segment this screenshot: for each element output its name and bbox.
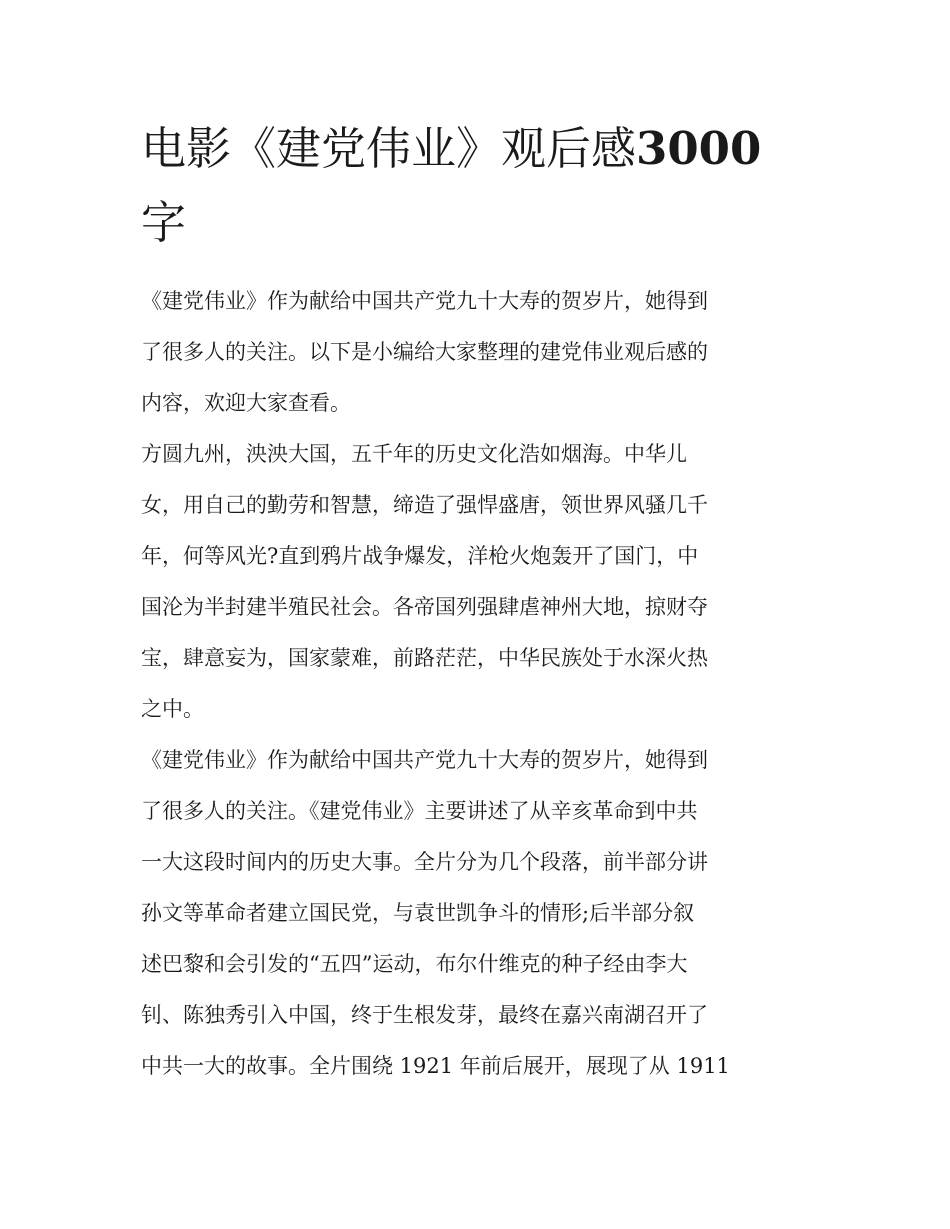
title-number: 3000 bbox=[636, 122, 762, 175]
document-title bbox=[141, 112, 821, 260]
title-end: 字 bbox=[141, 196, 187, 249]
text-line: 钊、陈独秀引入中国，终于生根发芽，最终在嘉兴南湖召开了 bbox=[141, 1003, 708, 1027]
text-line: 方圆九州，泱泱大国，五千年的历史文化浩如烟海。中华儿 bbox=[141, 442, 687, 466]
text-line: 之中。 bbox=[141, 697, 204, 721]
text-line: 国沦为半封建半殖民社会。各帝国列强肆虐神州大地，掠财夺 bbox=[141, 595, 708, 619]
title-main: 电影《建党伟业》观后感 bbox=[141, 122, 637, 175]
text-line: 内容，欢迎大家查看。 bbox=[141, 391, 351, 415]
text-line: 孙文等革命者建立国民党，与袁世凯争斗的情形;后半部分叙 bbox=[141, 901, 695, 925]
text-line: 了很多人的关注。以下是小编给大家整理的建党伟业观后感的 bbox=[141, 340, 708, 364]
text-line: 中共一大的故事。全片围绕 1921 年前后展开，展现了从 1911 bbox=[141, 1054, 730, 1078]
text-line: 一大这段时间内的历史大事。全片分为几个段落，前半部分讲 bbox=[141, 850, 708, 874]
paragraph-film-summary bbox=[141, 735, 821, 1092]
text-line: 宝，肆意妄为，国家蒙难，前路茫茫，中华民族处于水深火热 bbox=[141, 646, 708, 670]
paragraph-history bbox=[141, 429, 821, 735]
text-line: 《建党伟业》作为献给中国共产党九十大寿的贺岁片，她得到 bbox=[141, 748, 708, 772]
paragraph-intro bbox=[141, 276, 821, 429]
document-body bbox=[141, 276, 821, 1092]
text-line: 了很多人的关注。《建党伟业》主要讲述了从辛亥革命到中共 bbox=[141, 799, 698, 823]
text-line: 年，何等风光?直到鸦片战争爆发，洋枪火炮轰开了国门，中 bbox=[141, 544, 699, 568]
text-line: 《建党伟业》作为献给中国共产党九十大寿的贺岁片，她得到 bbox=[141, 289, 708, 313]
text-line: 述巴黎和会引发的“五四”运动，布尔什维克的种子经由李大 bbox=[141, 952, 688, 976]
text-line: 女，用自己的勤劳和智慧，缔造了强悍盛唐，领世界风骚几千 bbox=[141, 493, 708, 517]
